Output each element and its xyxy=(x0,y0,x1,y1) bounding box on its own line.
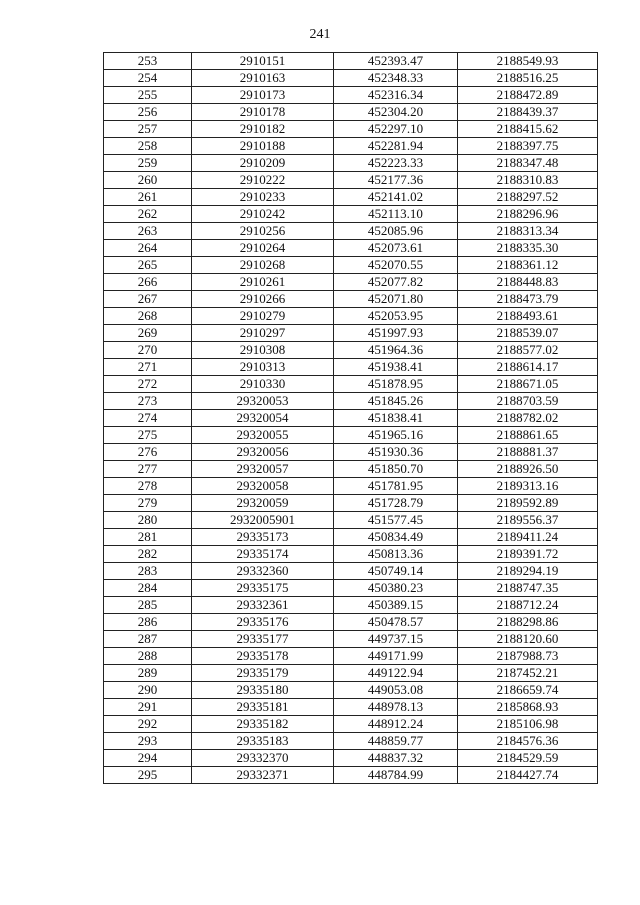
y-coordinate-cell: 2188516.25 xyxy=(458,70,598,87)
row-number-cell: 268 xyxy=(104,308,192,325)
row-number-cell: 259 xyxy=(104,155,192,172)
table-row xyxy=(104,495,598,512)
point-id-cell: 2910222 xyxy=(192,172,334,189)
point-id-cell: 29332370 xyxy=(192,750,334,767)
table-row xyxy=(104,223,598,240)
point-id-cell: 29332371 xyxy=(192,767,334,784)
table-row xyxy=(104,478,598,495)
row-number-cell: 275 xyxy=(104,427,192,444)
table-row xyxy=(104,206,598,223)
y-coordinate-cell: 2188472.89 xyxy=(458,87,598,104)
point-id-cell: 2910330 xyxy=(192,376,334,393)
row-number-cell: 265 xyxy=(104,257,192,274)
table-row xyxy=(104,87,598,104)
row-number-cell: 274 xyxy=(104,410,192,427)
x-coordinate-cell: 451930.36 xyxy=(334,444,458,461)
table-row xyxy=(104,325,598,342)
y-coordinate-cell: 2187452.21 xyxy=(458,665,598,682)
point-id-cell: 29320054 xyxy=(192,410,334,427)
x-coordinate-cell: 448978.13 xyxy=(334,699,458,716)
y-coordinate-cell: 2189592.89 xyxy=(458,495,598,512)
x-coordinate-cell: 452348.33 xyxy=(334,70,458,87)
row-number-cell: 257 xyxy=(104,121,192,138)
table-row xyxy=(104,427,598,444)
point-id-cell: 2910256 xyxy=(192,223,334,240)
point-id-cell: 2910163 xyxy=(192,70,334,87)
row-number-cell: 253 xyxy=(104,53,192,70)
y-coordinate-cell: 2188448.83 xyxy=(458,274,598,291)
y-coordinate-cell: 2185868.93 xyxy=(458,699,598,716)
point-id-cell: 29335180 xyxy=(192,682,334,699)
row-number-cell: 278 xyxy=(104,478,192,495)
y-coordinate-cell: 2189313.16 xyxy=(458,478,598,495)
x-coordinate-cell: 451965.16 xyxy=(334,427,458,444)
point-id-cell: 2910209 xyxy=(192,155,334,172)
y-coordinate-cell: 2188747.35 xyxy=(458,580,598,597)
table-row xyxy=(104,461,598,478)
y-coordinate-cell: 2188361.12 xyxy=(458,257,598,274)
table-row xyxy=(104,308,598,325)
point-id-cell: 29320053 xyxy=(192,393,334,410)
y-coordinate-cell: 2188539.07 xyxy=(458,325,598,342)
table-row xyxy=(104,631,598,648)
x-coordinate-cell: 452223.33 xyxy=(334,155,458,172)
row-number-cell: 283 xyxy=(104,563,192,580)
y-coordinate-cell: 2188782.02 xyxy=(458,410,598,427)
point-id-cell: 29332361 xyxy=(192,597,334,614)
row-number-cell: 261 xyxy=(104,189,192,206)
table-row xyxy=(104,274,598,291)
y-coordinate-cell: 2188881.37 xyxy=(458,444,598,461)
table-row xyxy=(104,682,598,699)
x-coordinate-cell: 452297.10 xyxy=(334,121,458,138)
x-coordinate-cell: 449171.99 xyxy=(334,648,458,665)
x-coordinate-cell: 450389.15 xyxy=(334,597,458,614)
row-number-cell: 291 xyxy=(104,699,192,716)
y-coordinate-cell: 2188120.60 xyxy=(458,631,598,648)
row-number-cell: 292 xyxy=(104,716,192,733)
point-id-cell: 2910151 xyxy=(192,53,334,70)
table-row xyxy=(104,376,598,393)
x-coordinate-cell: 450380.23 xyxy=(334,580,458,597)
y-coordinate-cell: 2188712.24 xyxy=(458,597,598,614)
row-number-cell: 267 xyxy=(104,291,192,308)
table-row xyxy=(104,121,598,138)
point-id-cell: 2910188 xyxy=(192,138,334,155)
point-id-cell: 2910266 xyxy=(192,291,334,308)
y-coordinate-cell: 2188861.65 xyxy=(458,427,598,444)
x-coordinate-cell: 451997.93 xyxy=(334,325,458,342)
row-number-cell: 282 xyxy=(104,546,192,563)
coordinates-table-body xyxy=(104,53,598,784)
y-coordinate-cell: 2188298.86 xyxy=(458,614,598,631)
table-row xyxy=(104,410,598,427)
point-id-cell: 29320056 xyxy=(192,444,334,461)
x-coordinate-cell: 450834.49 xyxy=(334,529,458,546)
table-row xyxy=(104,359,598,376)
table-row xyxy=(104,70,598,87)
point-id-cell: 29320055 xyxy=(192,427,334,444)
coordinates-table xyxy=(103,52,598,784)
row-number-cell: 256 xyxy=(104,104,192,121)
y-coordinate-cell: 2188347.48 xyxy=(458,155,598,172)
point-id-cell: 29320058 xyxy=(192,478,334,495)
y-coordinate-cell: 2184576.36 xyxy=(458,733,598,750)
point-id-cell: 29320057 xyxy=(192,461,334,478)
y-coordinate-cell: 2188614.17 xyxy=(458,359,598,376)
row-number-cell: 284 xyxy=(104,580,192,597)
x-coordinate-cell: 452070.55 xyxy=(334,257,458,274)
table-row xyxy=(104,104,598,121)
point-id-cell: 29335175 xyxy=(192,580,334,597)
point-id-cell: 29335174 xyxy=(192,546,334,563)
table-row xyxy=(104,529,598,546)
x-coordinate-cell: 452316.34 xyxy=(334,87,458,104)
row-number-cell: 270 xyxy=(104,342,192,359)
y-coordinate-cell: 2184427.74 xyxy=(458,767,598,784)
table-row xyxy=(104,614,598,631)
point-id-cell: 2910279 xyxy=(192,308,334,325)
table-row xyxy=(104,291,598,308)
row-number-cell: 289 xyxy=(104,665,192,682)
x-coordinate-cell: 448784.99 xyxy=(334,767,458,784)
x-coordinate-cell: 452073.61 xyxy=(334,240,458,257)
table-row xyxy=(104,393,598,410)
table-row xyxy=(104,138,598,155)
point-id-cell: 2910242 xyxy=(192,206,334,223)
row-number-cell: 272 xyxy=(104,376,192,393)
x-coordinate-cell: 450478.57 xyxy=(334,614,458,631)
x-coordinate-cell: 451850.70 xyxy=(334,461,458,478)
y-coordinate-cell: 2187988.73 xyxy=(458,648,598,665)
y-coordinate-cell: 2184529.59 xyxy=(458,750,598,767)
point-id-cell: 29320059 xyxy=(192,495,334,512)
x-coordinate-cell: 451728.79 xyxy=(334,495,458,512)
y-coordinate-cell: 2188577.02 xyxy=(458,342,598,359)
point-id-cell: 2910297 xyxy=(192,325,334,342)
point-id-cell: 2910178 xyxy=(192,104,334,121)
y-coordinate-cell: 2188335.30 xyxy=(458,240,598,257)
y-coordinate-cell: 2185106.98 xyxy=(458,716,598,733)
y-coordinate-cell: 2189391.72 xyxy=(458,546,598,563)
point-id-cell: 2910233 xyxy=(192,189,334,206)
x-coordinate-cell: 452085.96 xyxy=(334,223,458,240)
table-row xyxy=(104,716,598,733)
y-coordinate-cell: 2189294.19 xyxy=(458,563,598,580)
row-number-cell: 269 xyxy=(104,325,192,342)
x-coordinate-cell: 452177.36 xyxy=(334,172,458,189)
y-coordinate-cell: 2188549.93 xyxy=(458,53,598,70)
y-coordinate-cell: 2188297.52 xyxy=(458,189,598,206)
x-coordinate-cell: 451964.36 xyxy=(334,342,458,359)
point-id-cell: 29335176 xyxy=(192,614,334,631)
table-row xyxy=(104,665,598,682)
y-coordinate-cell: 2188493.61 xyxy=(458,308,598,325)
table-row xyxy=(104,155,598,172)
x-coordinate-cell: 452281.94 xyxy=(334,138,458,155)
x-coordinate-cell: 448837.32 xyxy=(334,750,458,767)
point-id-cell: 29335181 xyxy=(192,699,334,716)
table-row xyxy=(104,53,598,70)
row-number-cell: 266 xyxy=(104,274,192,291)
point-id-cell: 2910268 xyxy=(192,257,334,274)
table-row xyxy=(104,444,598,461)
table-row xyxy=(104,767,598,784)
table-row xyxy=(104,597,598,614)
row-number-cell: 286 xyxy=(104,614,192,631)
x-coordinate-cell: 448859.77 xyxy=(334,733,458,750)
y-coordinate-cell: 2188310.83 xyxy=(458,172,598,189)
y-coordinate-cell: 2188313.34 xyxy=(458,223,598,240)
x-coordinate-cell: 451577.45 xyxy=(334,512,458,529)
y-coordinate-cell: 2189411.24 xyxy=(458,529,598,546)
point-id-cell: 29335177 xyxy=(192,631,334,648)
y-coordinate-cell: 2188926.50 xyxy=(458,461,598,478)
y-coordinate-cell: 2188439.37 xyxy=(458,104,598,121)
table-row xyxy=(104,733,598,750)
row-number-cell: 258 xyxy=(104,138,192,155)
row-number-cell: 288 xyxy=(104,648,192,665)
page-number: 241 xyxy=(309,27,331,42)
point-id-cell: 2910264 xyxy=(192,240,334,257)
x-coordinate-cell: 452071.80 xyxy=(334,291,458,308)
table-row xyxy=(104,699,598,716)
row-number-cell: 264 xyxy=(104,240,192,257)
x-coordinate-cell: 451781.95 xyxy=(334,478,458,495)
row-number-cell: 254 xyxy=(104,70,192,87)
y-coordinate-cell: 2186659.74 xyxy=(458,682,598,699)
x-coordinate-cell: 452304.20 xyxy=(334,104,458,121)
row-number-cell: 277 xyxy=(104,461,192,478)
x-coordinate-cell: 449053.08 xyxy=(334,682,458,699)
row-number-cell: 293 xyxy=(104,733,192,750)
x-coordinate-cell: 449737.15 xyxy=(334,631,458,648)
row-number-cell: 263 xyxy=(104,223,192,240)
x-coordinate-cell: 452113.10 xyxy=(334,206,458,223)
table-row xyxy=(104,580,598,597)
y-coordinate-cell: 2188415.62 xyxy=(458,121,598,138)
x-coordinate-cell: 450813.36 xyxy=(334,546,458,563)
y-coordinate-cell: 2189556.37 xyxy=(458,512,598,529)
point-id-cell: 2910182 xyxy=(192,121,334,138)
point-id-cell: 2910313 xyxy=(192,359,334,376)
row-number-cell: 276 xyxy=(104,444,192,461)
row-number-cell: 280 xyxy=(104,512,192,529)
x-coordinate-cell: 452393.47 xyxy=(334,53,458,70)
point-id-cell: 2910261 xyxy=(192,274,334,291)
table-row xyxy=(104,172,598,189)
table-row xyxy=(104,563,598,580)
table-row xyxy=(104,750,598,767)
x-coordinate-cell: 451845.26 xyxy=(334,393,458,410)
table-row xyxy=(104,512,598,529)
x-coordinate-cell: 449122.94 xyxy=(334,665,458,682)
x-coordinate-cell: 450749.14 xyxy=(334,563,458,580)
row-number-cell: 285 xyxy=(104,597,192,614)
point-id-cell: 2910173 xyxy=(192,87,334,104)
x-coordinate-cell: 452053.95 xyxy=(334,308,458,325)
point-id-cell: 29335173 xyxy=(192,529,334,546)
table-row xyxy=(104,257,598,274)
point-id-cell: 29335178 xyxy=(192,648,334,665)
x-coordinate-cell: 451938.41 xyxy=(334,359,458,376)
y-coordinate-cell: 2188703.59 xyxy=(458,393,598,410)
row-number-cell: 271 xyxy=(104,359,192,376)
row-number-cell: 281 xyxy=(104,529,192,546)
point-id-cell: 29335179 xyxy=(192,665,334,682)
row-number-cell: 260 xyxy=(104,172,192,189)
row-number-cell: 255 xyxy=(104,87,192,104)
row-number-cell: 279 xyxy=(104,495,192,512)
table-row xyxy=(104,189,598,206)
point-id-cell: 29335182 xyxy=(192,716,334,733)
point-id-cell: 2910308 xyxy=(192,342,334,359)
point-id-cell: 29335183 xyxy=(192,733,334,750)
row-number-cell: 273 xyxy=(104,393,192,410)
point-id-cell: 2932005901 xyxy=(192,512,334,529)
table-row xyxy=(104,240,598,257)
table-row xyxy=(104,546,598,563)
row-number-cell: 295 xyxy=(104,767,192,784)
x-coordinate-cell: 452141.02 xyxy=(334,189,458,206)
x-coordinate-cell: 452077.82 xyxy=(334,274,458,291)
row-number-cell: 294 xyxy=(104,750,192,767)
table-row xyxy=(104,342,598,359)
row-number-cell: 290 xyxy=(104,682,192,699)
y-coordinate-cell: 2188473.79 xyxy=(458,291,598,308)
point-id-cell: 29332360 xyxy=(192,563,334,580)
x-coordinate-cell: 451878.95 xyxy=(334,376,458,393)
x-coordinate-cell: 451838.41 xyxy=(334,410,458,427)
row-number-cell: 262 xyxy=(104,206,192,223)
table-row xyxy=(104,648,598,665)
y-coordinate-cell: 2188397.75 xyxy=(458,138,598,155)
y-coordinate-cell: 2188671.05 xyxy=(458,376,598,393)
row-number-cell: 287 xyxy=(104,631,192,648)
y-coordinate-cell: 2188296.96 xyxy=(458,206,598,223)
x-coordinate-cell: 448912.24 xyxy=(334,716,458,733)
